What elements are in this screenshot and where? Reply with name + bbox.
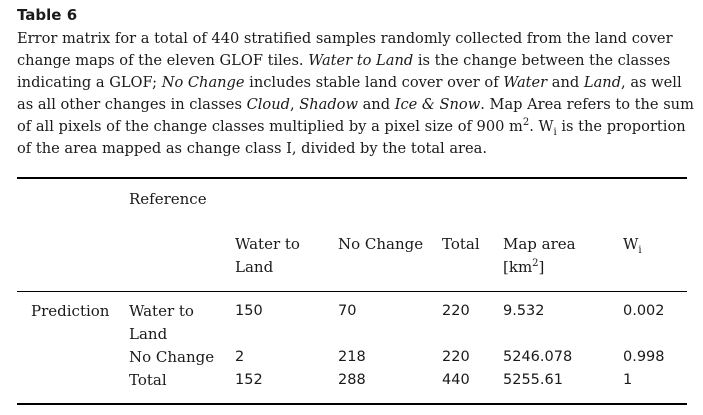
table-bottom-rule [17,403,687,405]
table-cell: 220 [442,303,470,319]
header-no-change: No Change [338,235,424,253]
row-label: Water to [129,302,194,320]
table-cell: 0.002 [623,303,665,319]
table-cell: 152 [235,372,263,388]
table-cell: 2 [235,349,245,365]
caption-italic-term: Cloud [246,96,290,113]
table-cell: 5246.078 [503,349,573,365]
caption-text: . W [529,118,554,135]
table-top-rule [17,177,687,179]
header-map-area-line2 [503,256,544,279]
header-water-to-land-line1: Water to [235,235,300,253]
row-label: Total [129,371,167,389]
header-water-to-land-line2: Land [235,258,274,276]
header-map-area-unit-sup: 2 [532,258,539,269]
header-map-area-unit-end: ] [538,258,545,276]
header-wi [623,233,642,256]
header-map-area-unit: [km [503,258,533,276]
header-wi-sub: i [638,245,642,256]
caption-text: is the change between the classes indicating a GLOF; [17,52,671,91]
caption-text: Error matrix for a total of 440 stratified samples randomly collected from the land cover change maps of the eleven GLOF tiles. [17,30,673,69]
caption-italic-term: Water to Land [308,52,414,69]
row-label: Land [129,325,168,343]
table-cell: 5255.61 [503,372,563,388]
caption-text: includes stable land cover over of [244,74,504,91]
caption-superscript: 2 [522,117,530,129]
caption-text: and [357,96,395,113]
table-cell: 1 [623,372,633,388]
caption-text: , [289,96,300,113]
caption-text: , as well as all other changes in classes [17,74,682,113]
table-cell: 218 [338,349,366,365]
table-cell: 288 [338,372,366,388]
header-map-area-line1: Map area [503,235,576,253]
caption-text: . Map Area refers to the sum of all pixels of the change classes multiplied by a pixel size of 900 m [17,96,694,135]
caption-text: and [547,74,584,91]
table-cell: 150 [235,303,263,319]
row-label: No Change [129,348,215,366]
reference-label: Reference [129,190,207,208]
table-cell: 9.532 [503,303,545,319]
table-label: Table 6 [17,6,78,24]
table-cell: 0.998 [623,349,665,365]
header-total: Total [442,235,480,253]
caption-italic-term: No Change [161,74,245,91]
caption-italic-term: Shadow [299,96,358,113]
caption-subscript: i [553,126,557,138]
table-cell: 220 [442,349,470,365]
caption-italic-term: Ice & Snow [394,96,481,113]
table-header-rule [17,291,687,292]
table-cell: 440 [442,372,470,388]
header-wi-main: W [623,235,639,253]
table-caption [17,28,697,160]
caption-text: is the proportion of the area mapped as change class I, divided by the total area. [17,118,686,157]
caption-italic-term: Land [583,74,622,91]
table-cell: 70 [338,303,357,319]
prediction-label: Prediction [31,302,110,320]
caption-italic-term: Water [503,74,548,91]
